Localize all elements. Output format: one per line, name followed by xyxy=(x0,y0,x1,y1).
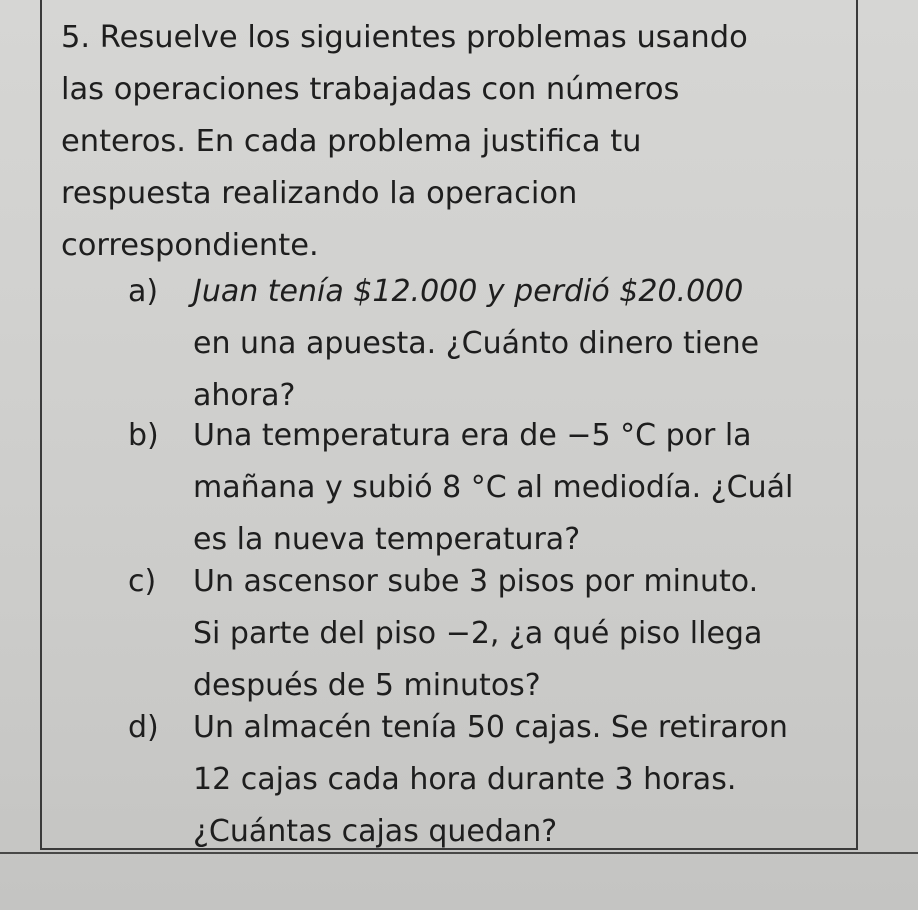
problem-marker: c) xyxy=(128,564,157,599)
problem-line: Si parte del piso −2, ¿a qué piso llega xyxy=(193,616,763,651)
problem-text xyxy=(193,556,762,712)
exercise-instructions xyxy=(61,12,841,272)
problem-marker: a) xyxy=(128,274,159,309)
problem-line: Una temperatura era de −5 °C por la xyxy=(193,418,752,453)
problem-line: Juan tenía $12.000 y perdió $20.000 xyxy=(193,274,744,309)
instructions-line: las operaciones trabajadas con números xyxy=(61,72,680,107)
problem-line: Un ascensor sube 3 pisos por minuto. xyxy=(193,564,759,599)
problem-line: ¿Cuántas cajas quedan? xyxy=(193,814,558,849)
problem-marker: b) xyxy=(128,418,159,453)
problem-text xyxy=(193,410,793,566)
problem-line: en una apuesta. ¿Cuánto dinero tiene xyxy=(193,326,760,361)
problem-line: es la nueva temperatura? xyxy=(193,522,581,557)
problem-line: Un almacén tenía 50 cajas. Se retiraron xyxy=(193,710,788,745)
instructions-line: correspondiente. xyxy=(61,228,319,263)
problem-line: ahora? xyxy=(193,378,296,413)
instructions-line: enteros. En cada problema justifica tu xyxy=(61,124,642,159)
problem-text xyxy=(193,266,759,422)
problem-text xyxy=(193,702,788,858)
problem-marker: d) xyxy=(128,710,159,745)
instructions-line: 5. Resuelve los siguientes problemas usando xyxy=(61,20,748,55)
problem-line: mañana y subió 8 °C al mediodía. ¿Cuál xyxy=(193,470,794,505)
problem-line: 12 cajas cada hora durante 3 horas. xyxy=(193,762,737,797)
instructions-line: respuesta realizando la operacion xyxy=(61,176,578,211)
problem-line: después de 5 minutos? xyxy=(193,668,541,703)
